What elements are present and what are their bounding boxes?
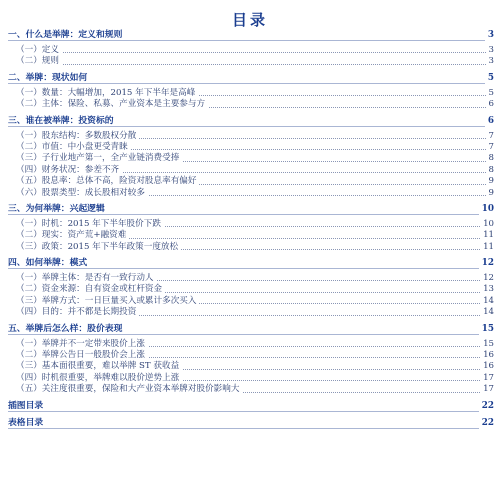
toc-page-number: 12 [480, 273, 494, 284]
toc-page-number: 13 [480, 284, 494, 295]
toc-entry[interactable] [8, 188, 494, 199]
toc-section [8, 115, 494, 199]
toc-section-heading[interactable] [8, 203, 494, 216]
toc-entry-label: 一、什么是举牌：定义和规则 [8, 30, 125, 40]
toc-page-number: 11 [480, 230, 494, 241]
toc-page-number: 3 [485, 29, 494, 42]
dot-leader [8, 64, 494, 65]
toc-entry[interactable] [8, 242, 494, 253]
toc-page-number: 7 [486, 142, 494, 153]
toc-section [8, 29, 494, 68]
toc-section [8, 323, 494, 396]
toc-entry-label: （一）数量：大幅增加，2015 年下半年是高峰 [8, 88, 198, 98]
toc-section [8, 257, 494, 319]
toc-page-number: 16 [480, 361, 494, 372]
toc-page-number: 16 [480, 350, 494, 361]
toc-entry-label: （二）主体：保险、私募、产业资本是主要参与方 [8, 99, 208, 109]
toc-entry[interactable] [8, 99, 494, 110]
toc-page-number: 17 [480, 373, 494, 384]
toc-entry-label: （三）政策：2015 年下半年政策一度放松 [8, 242, 181, 252]
toc-entry[interactable] [8, 296, 494, 307]
toc-entry-label: （二）现实：资产荒+融资难 [8, 230, 129, 240]
toc-entry-label: （四）财务状况：参差不齐 [8, 165, 122, 175]
toc-page-number: 6 [486, 99, 494, 110]
toc-entry-label: （四）目的：并不都是长期投资 [8, 307, 139, 317]
toc-entry[interactable] [8, 273, 494, 284]
toc-entry-label: （二）举牌公告日一般股价会上涨 [8, 350, 148, 360]
toc-section-heading[interactable] [8, 257, 494, 270]
toc-entry[interactable] [8, 361, 494, 372]
toc-entry[interactable] [8, 56, 494, 67]
toc-page-number: 10 [480, 219, 494, 230]
toc-entry-label: （一）举牌主体：是否有一致行动人 [8, 273, 157, 283]
toc-section [8, 400, 494, 413]
toc-page-number: 15 [479, 323, 494, 336]
toc-entry-label: （二）资金来源：自有资金或杠杆资金 [8, 284, 165, 294]
toc-entry[interactable] [8, 373, 494, 384]
toc-page-number: 8 [486, 165, 494, 176]
toc-section-heading[interactable] [8, 400, 494, 413]
toc-section-heading[interactable] [8, 323, 494, 336]
dot-leader [8, 411, 494, 412]
toc-entry-label: 表格目录 [8, 418, 46, 428]
dot-leader [8, 428, 494, 429]
toc-page-number: 9 [486, 188, 494, 199]
toc-page-number: 8 [486, 153, 494, 164]
toc-entry[interactable] [8, 153, 494, 164]
dot-leader [8, 214, 494, 215]
toc-entry-label: （二）市值：中小盘更受青睐 [8, 142, 131, 152]
toc-page-number: 6 [485, 115, 494, 128]
toc-entry[interactable] [8, 142, 494, 153]
toc-entry[interactable] [8, 219, 494, 230]
toc-entry[interactable] [8, 284, 494, 295]
toc-page-number: 11 [480, 242, 494, 253]
toc-entry[interactable] [8, 176, 494, 187]
toc-entry[interactable] [8, 350, 494, 361]
toc-entry-label: 二、举牌：现状如何 [8, 73, 90, 83]
toc-page-number: 17 [480, 384, 494, 395]
page-title: 目录 [231, 11, 268, 29]
toc-page-number: 3 [486, 56, 494, 67]
toc-entry[interactable] [8, 88, 494, 99]
toc-entry[interactable] [8, 131, 494, 142]
toc-page-number: 7 [486, 131, 494, 142]
toc-page-number: 22 [479, 400, 494, 413]
toc-entry[interactable] [8, 230, 494, 241]
toc-entry-label: （三）子行业地产第一，全产业链消费受捧 [8, 153, 182, 163]
toc-page-number: 14 [480, 307, 494, 318]
toc-entry[interactable] [8, 165, 494, 176]
toc-page-number: 5 [486, 88, 494, 99]
dot-leader [8, 52, 494, 53]
toc-page-number: 9 [486, 176, 494, 187]
dot-leader [8, 268, 494, 269]
toc-entry-label: 三、为何举牌：兴起逻辑 [8, 204, 108, 214]
table-of-contents [8, 28, 494, 434]
toc-entry[interactable] [8, 384, 494, 395]
toc-section-heading[interactable] [8, 72, 494, 85]
toc-section [8, 417, 494, 430]
toc-entry-label: 三、谁在被举牌：投资标的 [8, 116, 117, 126]
toc-entry-label: （五）关注度很重要，保险和大产业资本举牌对股价影响大 [8, 384, 242, 394]
toc-page-number: 12 [479, 257, 494, 270]
toc-entry-label: 四、如何举牌：模式 [8, 258, 90, 268]
toc-entry[interactable] [8, 45, 494, 56]
toc-section [8, 72, 494, 111]
toc-entry-label: （五）股息率：总体不高，险资对股息率有偏好 [8, 176, 199, 186]
toc-entry-label: （一）股东结构：多数股权分散 [8, 131, 139, 141]
toc-entry-label: （一）定义 [8, 45, 62, 55]
toc-entry[interactable] [8, 339, 494, 350]
toc-page-number: 15 [480, 339, 494, 350]
toc-page-number: 3 [486, 45, 494, 56]
toc-page-number: 10 [479, 203, 494, 216]
toc-entry-label: （三）基本面很重要，难以举牌 ST 获收益 [8, 361, 182, 371]
toc-entry-label: （六）股票类型：成长股相对较多 [8, 188, 148, 198]
toc-entry-label: 插图目录 [8, 401, 46, 411]
toc-entry-label: 五、举牌后怎么样：股价表现 [8, 324, 125, 334]
toc-entry[interactable] [8, 307, 494, 318]
toc-entry-label: （四）时机很重要，举牌难以股价逆势上涨 [8, 373, 182, 383]
toc-page-number: 5 [485, 72, 494, 85]
toc-page-number: 14 [480, 296, 494, 307]
dot-leader [8, 40, 494, 41]
toc-section-heading[interactable] [8, 29, 494, 42]
toc-section-heading[interactable] [8, 115, 494, 128]
toc-entry-label: （一）举牌并不一定带来股价上涨 [8, 339, 148, 349]
toc-entry-label: （三）举牌方式：一日巨量买入或累计多次买入 [8, 296, 199, 306]
toc-section-heading[interactable] [8, 417, 494, 430]
toc-page-number: 22 [479, 417, 494, 430]
toc-section [8, 203, 494, 253]
toc-entry-label: （二）规则 [8, 56, 62, 66]
toc-entry-label: （一）时机：2015 年下半年股价下跌 [8, 219, 164, 229]
